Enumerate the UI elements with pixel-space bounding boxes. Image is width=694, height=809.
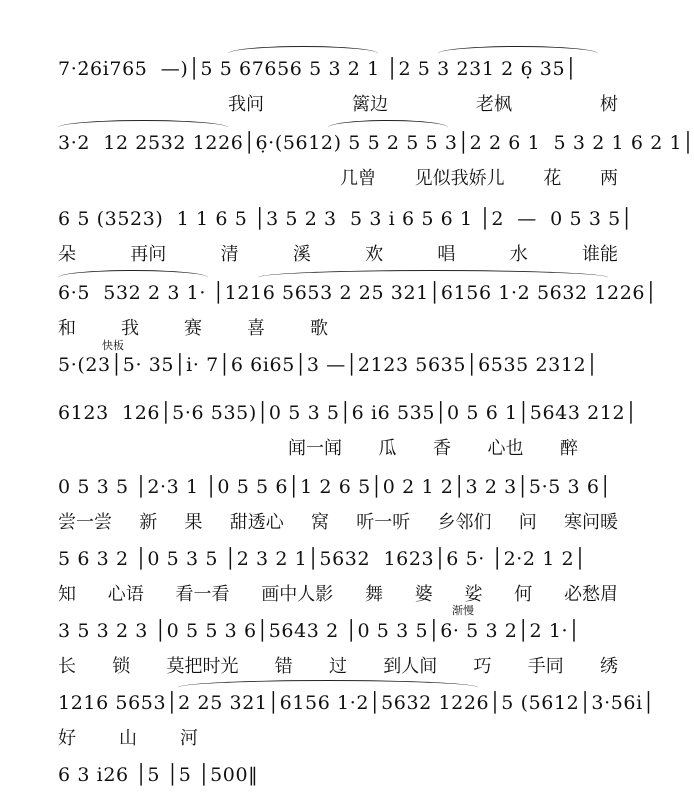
lyric: 醉	[560, 438, 578, 459]
lyric: 山	[119, 728, 137, 749]
notation-line: 6123 126│5·6 535)│0 5 3 5│6 i6 535│0 5 6 1│5643 212│	[58, 402, 638, 424]
lyric: 赛	[184, 318, 202, 339]
score-system-3	[58, 208, 633, 268]
lyric: 到人间	[383, 656, 438, 677]
lyric: 绣	[600, 656, 618, 677]
score-system-8	[58, 548, 618, 608]
lyric: 问	[518, 512, 537, 533]
lyric: 画中人影	[261, 584, 334, 605]
lyric: 何	[514, 584, 533, 605]
notation-line: 6·5 532 2 3 1· │1216 5653 2 25 321│6156 1·2 5632 1226│	[58, 282, 658, 304]
notation-line: 3·2 12 2532 1226│6̣·(5612) 5 5 2 5 5 3│2 2 6 1 5 3 2 1 6 2 1│	[58, 132, 694, 154]
lyric: 舞	[365, 584, 383, 605]
lyric-line	[58, 164, 618, 190]
lyric: 喜	[247, 318, 265, 339]
score-system-1	[58, 58, 618, 118]
lyric: 看一看	[175, 584, 230, 605]
notation-line: 6 3 i26 │5 │5 │500‖	[58, 764, 259, 786]
lyric: 尝一尝	[58, 512, 112, 533]
score-system-9	[58, 620, 618, 680]
lyric: 寒问暖	[564, 512, 618, 533]
lyric: 老枫	[476, 94, 512, 115]
lyric: 好	[58, 728, 76, 749]
tempo-mark: 快板	[102, 339, 124, 352]
lyric: 乡邻们	[437, 512, 492, 533]
lyric: 新	[139, 512, 158, 533]
lyric: 甜透心	[229, 512, 284, 533]
lyric: 水	[509, 244, 528, 265]
lyric-line	[58, 434, 618, 460]
notation-line: 1216 5653│2 25 321│6156 1·2│5632 1226│5 (5612│3·56i│	[58, 692, 655, 714]
lyric-line	[58, 90, 618, 116]
lyric: 香	[433, 438, 451, 459]
lyric: 河	[180, 728, 198, 749]
lyric: 我问	[228, 94, 264, 115]
lyric: 知	[58, 584, 76, 605]
lyric: 手同	[527, 656, 564, 677]
lyric: 欢	[365, 244, 384, 265]
notation-line: 5·(23│5· 35│i· 7│6 6i65│3 —│2123 5635│6535 2312│	[58, 354, 599, 376]
lyric-line	[58, 314, 618, 340]
lyric: 树	[600, 94, 618, 115]
notation-line: 0 5 3 5 │2·3 1 │0 5 5 6│1 2 6 5│0 2 1 2│3 2 3│5·5 3 6│	[58, 476, 612, 498]
tempo-mark: 渐慢	[452, 604, 474, 617]
score-system-10	[58, 692, 655, 752]
lyric: 莫把时光	[166, 656, 239, 677]
lyric: 歌	[310, 318, 328, 339]
lyric: 再问	[130, 244, 167, 265]
lyric-line	[58, 580, 618, 606]
lyric: 两	[599, 168, 618, 189]
lyric: 果	[184, 512, 203, 533]
lyric: 必愁眉	[564, 584, 618, 605]
lyric: 婆	[414, 584, 433, 605]
lyric: 篱边	[352, 94, 388, 115]
lyric: 巧	[473, 656, 492, 677]
lyric: 花	[543, 168, 562, 189]
notation-line: 7·2̇6i̇765 —)│5 5 67656 5 3 2 1 │2 5 3 231 2 6̣ 35│	[58, 58, 578, 80]
lyric: 错	[274, 656, 293, 677]
lyric-line	[58, 240, 618, 266]
lyric: 心也	[487, 438, 524, 459]
score-system-2	[58, 132, 694, 192]
lyric: 娑	[464, 584, 483, 605]
score-system-11	[58, 764, 618, 809]
lyric: 清	[220, 244, 239, 265]
lyric-line	[58, 652, 618, 678]
notation-line: 3 5 3 2 3 │0 5 5 3 6│5643 2 │0 5 3 5│6· 5 3 2│2 1·│	[58, 620, 581, 642]
lyric: 瓜	[378, 438, 397, 459]
lyric: 闻一闻	[288, 438, 342, 459]
score-system-7	[58, 476, 618, 536]
lyric: 溪	[292, 244, 311, 265]
lyric: 朵	[58, 244, 76, 265]
lyric: 过	[329, 656, 347, 677]
lyric: 和	[58, 318, 76, 339]
lyric: 谁能	[581, 244, 618, 265]
lyric: 长	[58, 656, 76, 677]
lyric-line	[58, 724, 618, 750]
lyric: 听一听	[356, 512, 411, 533]
lyric: 锁	[112, 656, 131, 677]
lyric: 几曾	[340, 168, 376, 189]
lyric: 心语	[107, 584, 144, 605]
lyric: 窝	[311, 512, 329, 533]
lyric: 唱	[437, 244, 456, 265]
lyric-line	[58, 508, 618, 534]
score-system-4	[58, 282, 658, 342]
lyric: 我	[121, 318, 139, 339]
score-system-6	[58, 402, 638, 462]
notation-line: 6 5 (3523) 1 1 6 5 │3 5 2 3 5 3 i 6 5 6 1 │2 — 0 5 3 5│	[58, 208, 633, 230]
notation-line: 5 6 3 2 │0 5 3 5 │2 3 2 1│5632 1623│6 5· │2·2 1 2│	[58, 548, 587, 570]
lyric: 见似我娇儿	[414, 168, 505, 189]
